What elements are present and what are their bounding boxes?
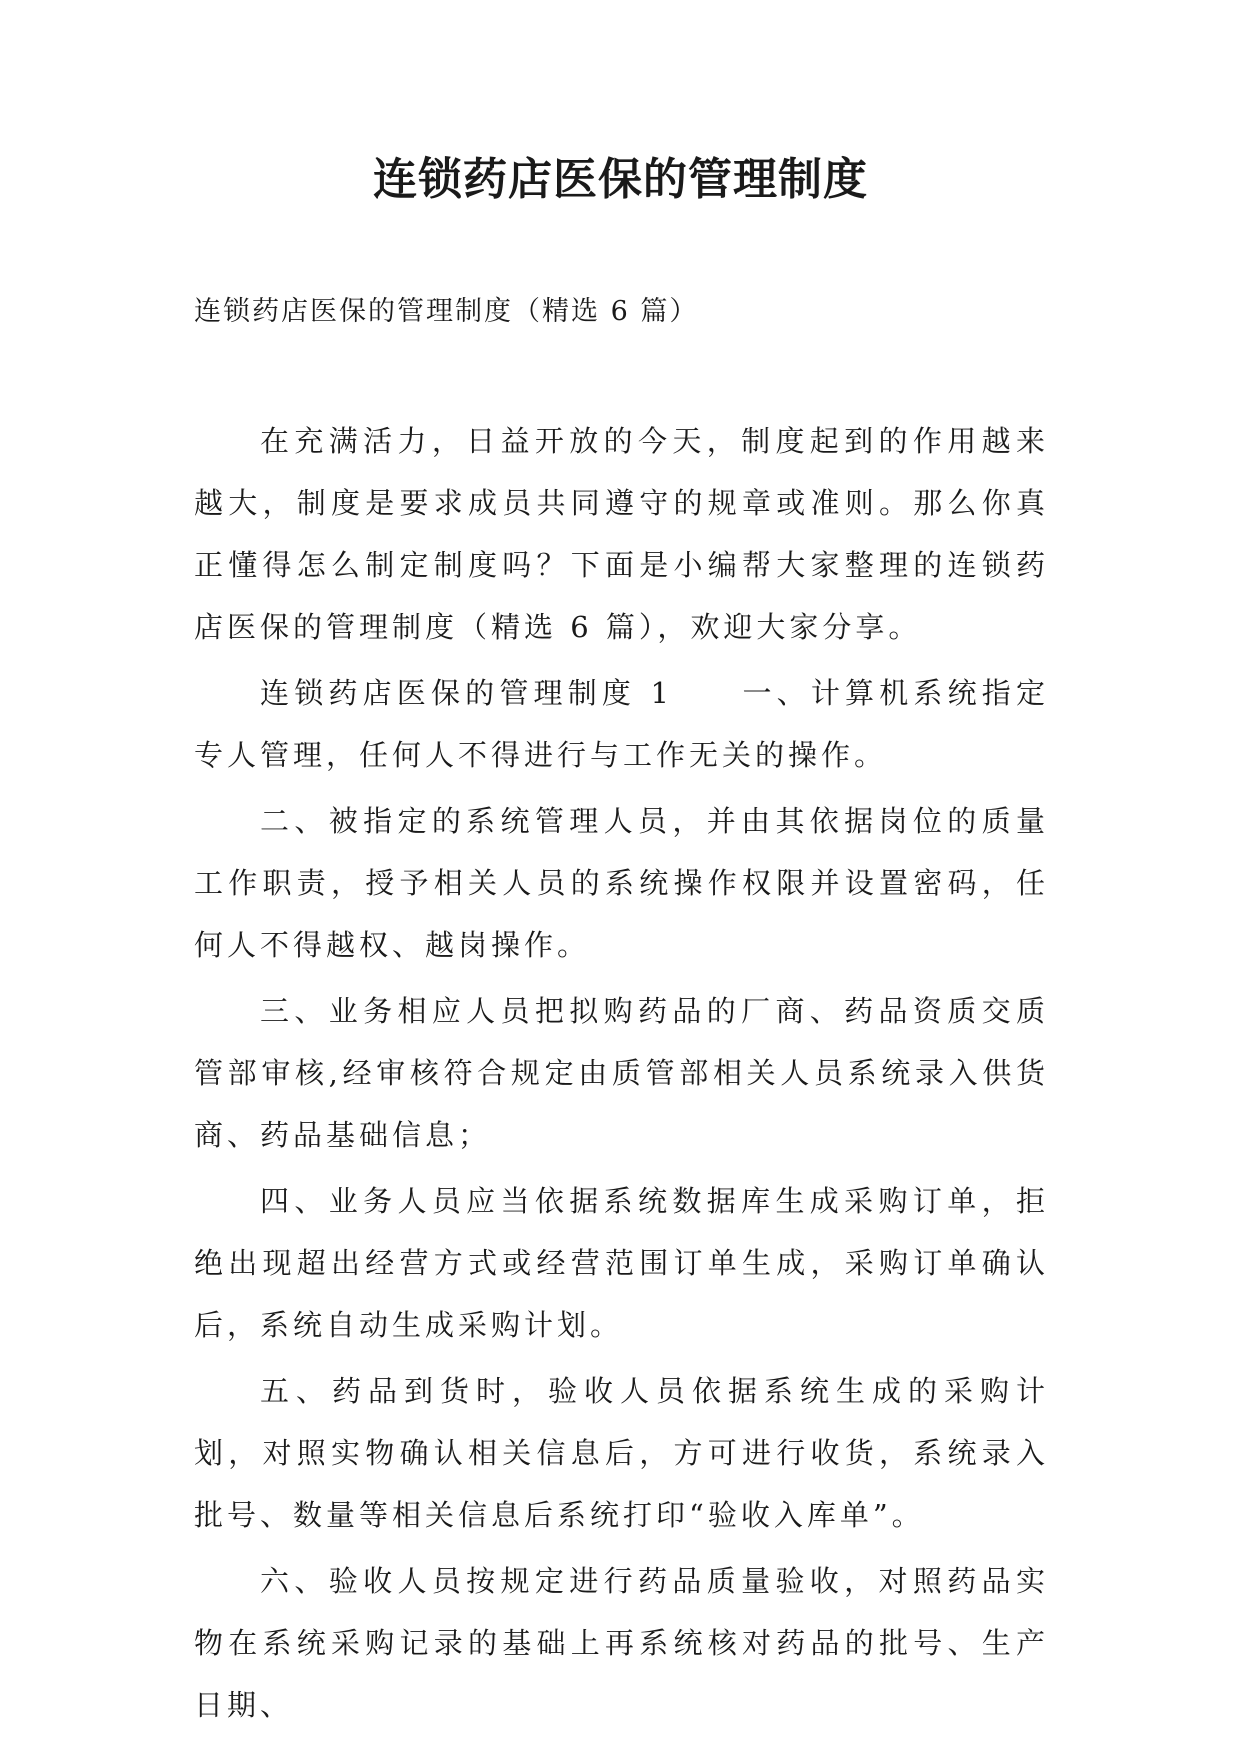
document-subtitle: 连锁药店医保的管理制度（精选 6 篇） — [194, 296, 699, 327]
paragraph-item-5: 五、药品到货时，验收人员依据系统生成的采购计划，对照实物确认相关信息后，方可进行收货，系统录入批号、数量等相关信息后系统打印“验收入库单”。 — [194, 1374, 1049, 1532]
paragraph-item-4: 四、业务人员应当依据系统数据库生成采购订单，拒绝出现超出经营方式或经营范围订单生成，采购订单确认后，系统自动生成采购计划。 — [194, 1184, 1049, 1342]
paragraph-item-3: 三、业务相应人员把拟购药品的厂商、药品资质交质管部审核,经审核符合规定由质管部相关人员系统录入供货商、药品基础信息； — [194, 994, 1049, 1152]
paragraph-item-1: 连锁药店医保的管理制度 1 一、计算机系统指定专人管理，任何人不得进行与工作无关的操作。 — [194, 676, 1049, 772]
document-title: 连锁药店医保的管理制度 — [373, 154, 868, 205]
paragraph-intro: 在充满活力，日益开放的今天，制度起到的作用越来越大，制度是要求成员共同遵守的规章或准则。那么你真正懂得怎么制定制度吗？下面是小编帮大家整理的连锁药店医保的管理制度（精选 6 篇），欢迎大家分享。 — [194, 424, 1049, 644]
paragraph-item-6: 六、验收人员按规定进行药品质量验收，对照药品实物在系统采购记录的基础上再系统核对药品的批号、生产日期、 — [194, 1564, 1049, 1722]
paragraph-item-2: 二、被指定的系统管理人员，并由其依据岗位的质量工作职责，授予相关人员的系统操作权限并设置密码，任何人不得越权、越岗操作。 — [194, 804, 1049, 962]
document-body — [194, 410, 1049, 1740]
